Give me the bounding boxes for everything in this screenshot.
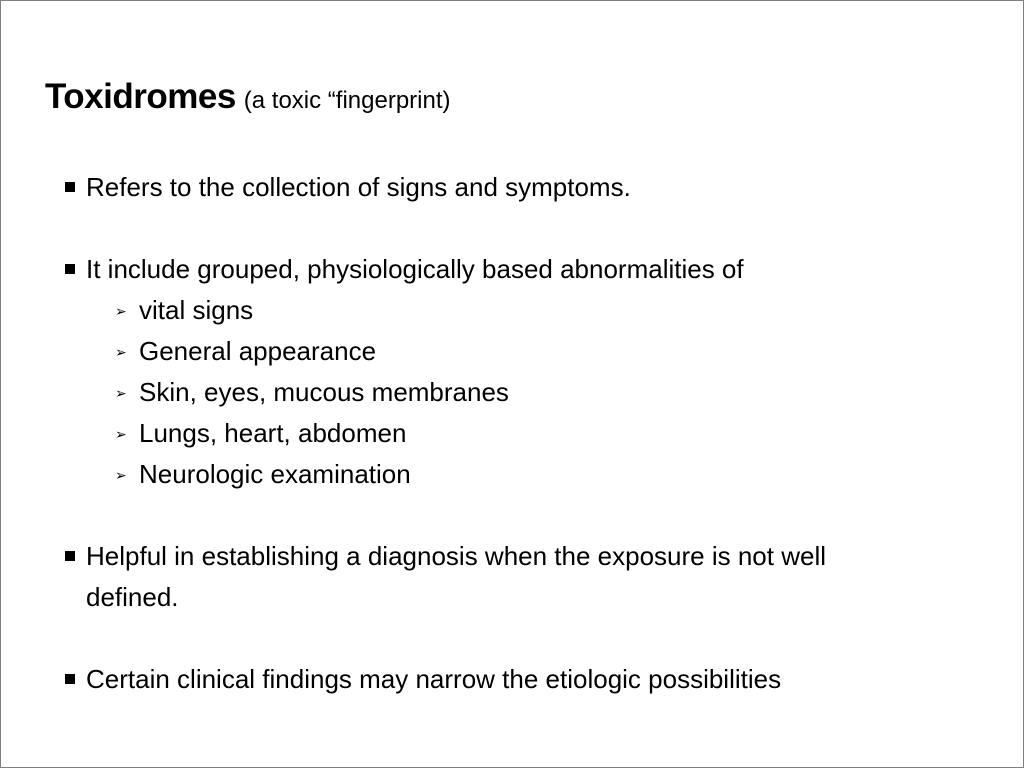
bullet-text: Helpful in establishing a diagnosis when the exposure is not well defined. [86,541,826,612]
bullet-item [65,167,965,208]
bullet-text: Certain clinical findings may narrow the etiologic possibilities [86,664,782,694]
sub-bullet-item [115,331,376,373]
bullet-text: Refers to the collection of signs and symptoms. [86,172,631,202]
arrow-bullet-icon: ➢ [115,344,127,360]
bullet-text: It include grouped, physiologically based abnormalities of [86,254,744,284]
sub-bullet-text: Skin, eyes, mucous membranes [139,377,509,407]
bullet-item [65,659,965,700]
sub-bullet-text: vital signs [139,295,254,325]
arrow-bullet-icon: ➢ [115,467,127,483]
sub-bullet-item [115,454,411,496]
sub-bullet-text: General appearance [139,336,377,366]
arrow-bullet-icon: ➢ [115,426,127,442]
title-main: Toxidromes [45,77,236,116]
sub-bullet-text: Lungs, heart, abdomen [139,418,407,448]
arrow-bullet-icon: ➢ [115,385,127,401]
title-subtitle: (a toxic “fingerprint) [243,87,451,114]
sub-bullet-item [115,290,253,332]
arrow-bullet-icon: ➢ [115,303,127,319]
square-bullet-icon [65,264,75,274]
sub-bullet-text: Neurologic examination [139,459,411,489]
square-bullet-icon [65,182,75,192]
slide-title [45,77,451,117]
sub-bullet-item [115,372,509,414]
sub-bullet-item [115,413,406,455]
square-bullet-icon [65,674,75,684]
bullet-item [65,536,925,618]
bullet-item [65,249,965,290]
square-bullet-icon [65,551,75,561]
